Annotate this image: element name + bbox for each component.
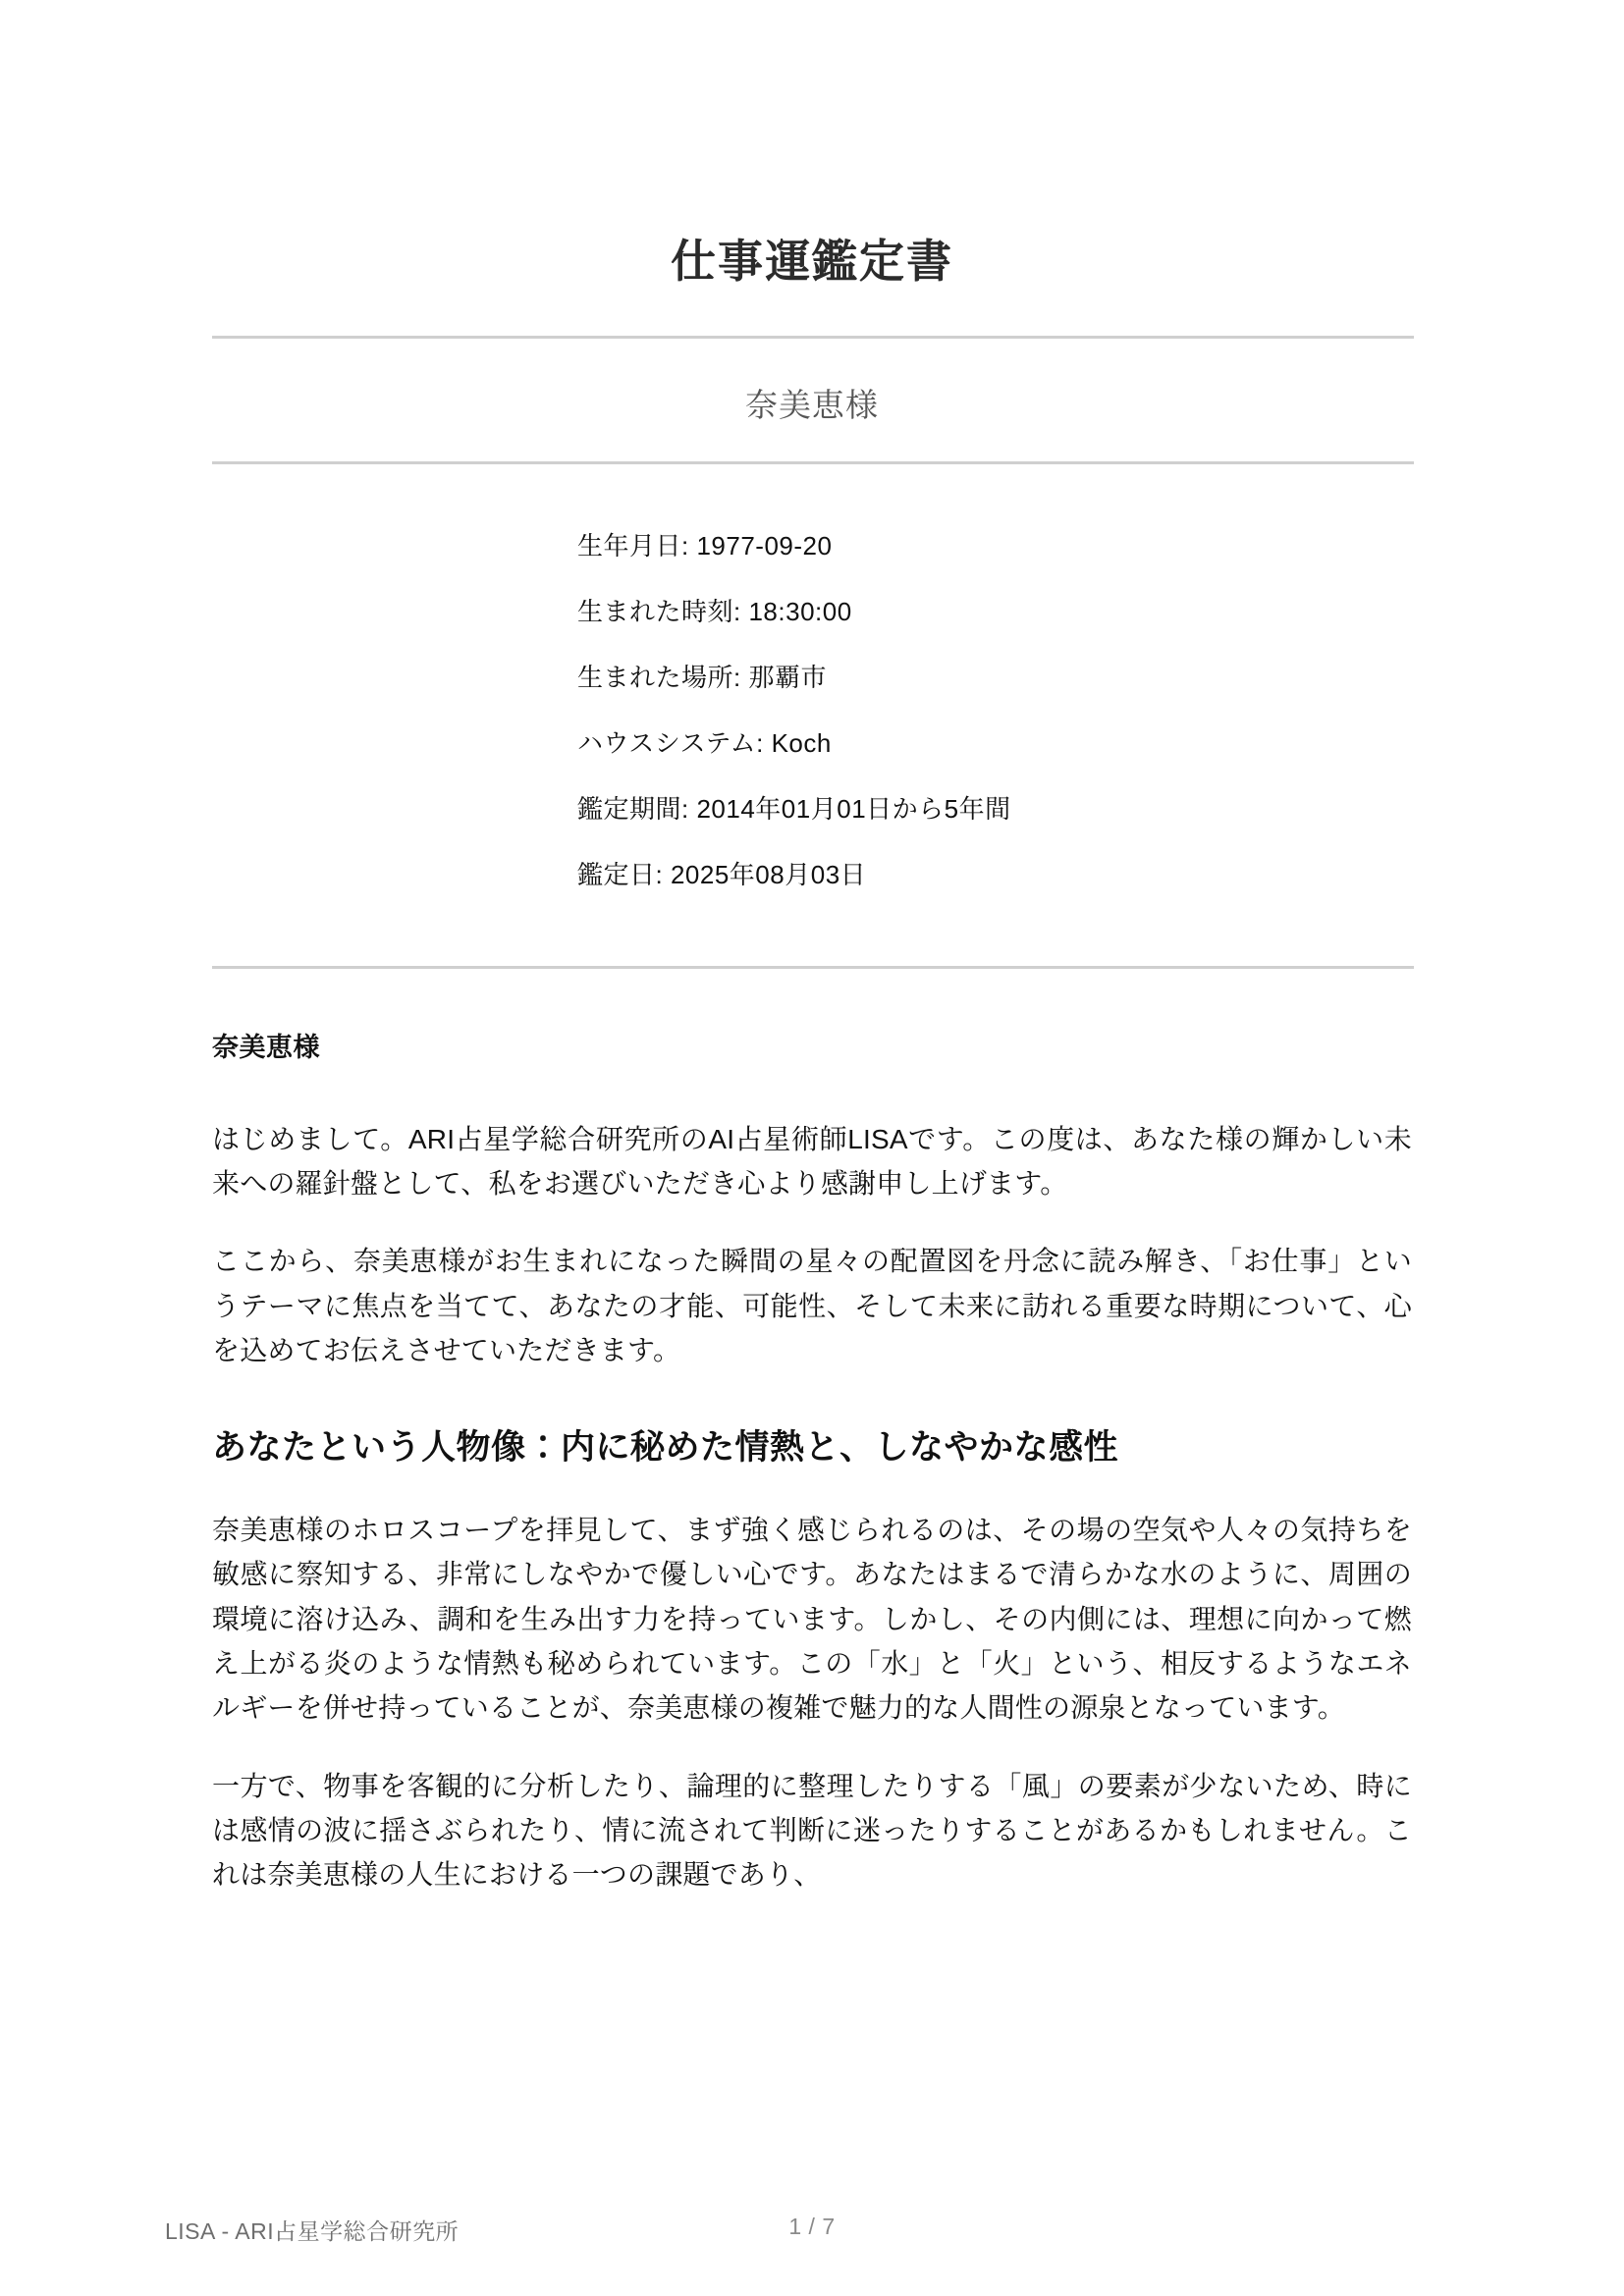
- meta-label-birthtime: 生まれた時刻: [577, 596, 734, 626]
- meta-row-reading-date: [577, 859, 1624, 889]
- paragraph-intro-1: はじめまして。ARI占星学総合研究所のAI占星術師LISAです。この度は、あなた様の輝かしい未来への羅針盤として、私をお選びいただき心より感謝申し上げます。: [212, 1123, 1412, 1199]
- meta-sep-birthplace: :: [733, 662, 749, 692]
- meta-sep-birthdate: :: [681, 530, 697, 561]
- paragraph-persona-2: 一方で、物事を客観的に分析したり、論理的に整理したりする「風」の要素が少ないため、時には感情の波に揺さぶられたり、情に流されて判断に迷ったりすることがあるかもしれません。これは奈美恵様の人生における一つの課題であり、: [212, 1770, 1412, 1891]
- meta-label-housesystem: ハウスシステム: [577, 727, 757, 758]
- birth-data-block: [0, 530, 1624, 889]
- meta-label-reading-date: 鑑定日: [577, 859, 656, 889]
- meta-sep-reading-date: :: [655, 859, 671, 889]
- meta-label-birthplace: 生まれた場所: [577, 662, 734, 692]
- meta-row-birthtime: [577, 596, 1624, 626]
- document-subtitle: 奈美恵様: [745, 386, 879, 423]
- meta-value-reading-period: 2014年01月01日から5年間: [696, 793, 1011, 824]
- meta-row-birthdate: [577, 530, 1624, 561]
- footer-page-number: 1 / 7: [788, 2214, 836, 2239]
- meta-row-reading-period: [577, 793, 1624, 824]
- meta-value-reading-date: 2025年08月03日: [670, 859, 867, 889]
- page-title: 仕事運鑑定書: [671, 236, 953, 287]
- meta-row-birthplace: [577, 662, 1624, 692]
- meta-value-housesystem: Koch: [771, 727, 832, 758]
- meta-sep-reading-period: :: [681, 793, 697, 824]
- page-footer: [0, 2214, 1624, 2253]
- meta-label-reading-period: 鑑定期間: [577, 793, 682, 824]
- paragraph-persona-1: 奈美恵様のホロスコープを拝見して、まず強く感じられるのは、その場の空気や人々の気持ちを敏感に察知する、非常にしなやかで優しい心です。あなたはまるで清らかな水のように、周囲の環境に溶け込み、調和を生み出す力を持っています。しかし、その内側には、理想に向かって燃え上がる炎のような情熱も秘められています。この「水」と「火」という、相反するようなエネルギーを併せ持っていることが、奈美恵様の複雑で魅力的な人間性の源泉となっています。: [212, 1514, 1412, 1724]
- meta-row-housesystem: [577, 727, 1624, 758]
- salutation: 奈美恵様: [212, 1032, 320, 1062]
- meta-sep-housesystem: :: [756, 727, 772, 758]
- document-body: [0, 969, 1624, 1897]
- meta-sep-birthtime: :: [733, 596, 749, 626]
- meta-label-birthdate: 生年月日: [577, 530, 682, 561]
- meta-value-birthdate: 1977-09-20: [696, 530, 833, 561]
- footer-organization: LISA - ARI占星学総合研究所: [165, 2218, 460, 2244]
- meta-value-birthplace: 那覇市: [748, 662, 827, 692]
- document-header: [0, 0, 1624, 464]
- subtitle-divider: [212, 461, 1414, 464]
- section-heading-persona: あなたという人物像：内に秘めた情熱と、しなやかな感性: [212, 1428, 1119, 1468]
- paragraph-intro-2: ここから、奈美恵様がお生まれになった瞬間の星々の配置図を丹念に読み解き、「お仕事」というテーマに焦点を当てて、あなたの才能、可能性、そして未来に訪れる重要な時期について、心を込めてお伝えさせていただきます。: [212, 1246, 1412, 1365]
- meta-value-birthtime: 18:30:00: [748, 596, 852, 626]
